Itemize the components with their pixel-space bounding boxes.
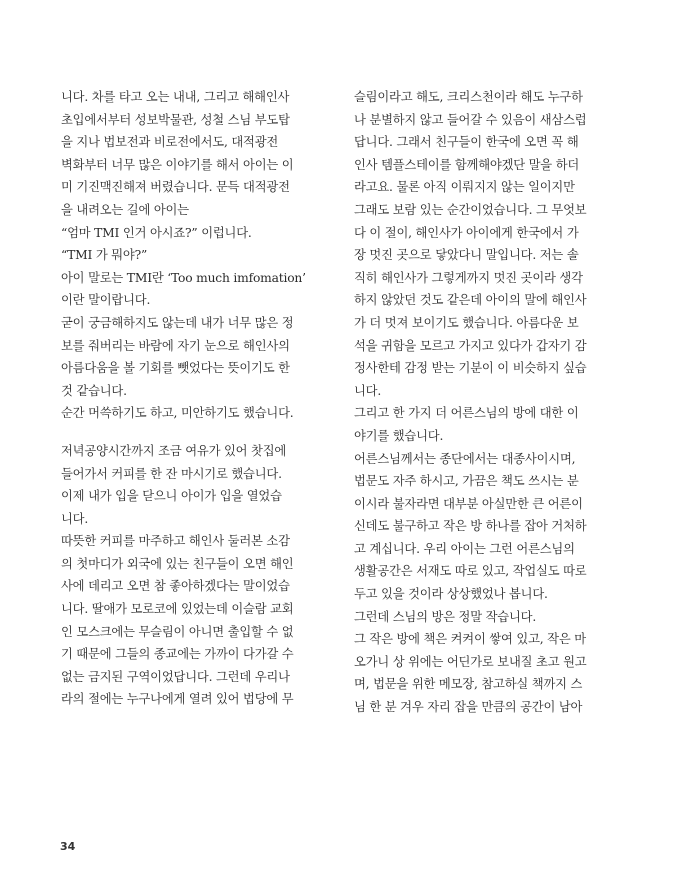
text-line: 슬림이라고 해도, 크리스천이라 해도 누구하 — [354, 90, 583, 104]
text-line: 저녁공양시간까지 조금 여유가 있어 찻집에 — [61, 443, 287, 458]
text-line: 니다. 딸애가 모로코에 있었는데 이슬람 교회 — [61, 602, 294, 617]
text-line: “엄마 TMI 인거 아시죠?” 이럽니다. — [61, 225, 252, 240]
text-line: 기 때문에 그들의 종교에는 가까이 다가갈 수 — [61, 647, 294, 662]
text-line: 들어가서 커피를 한 잔 마시기로 했습니다. — [61, 466, 282, 481]
text-line: 장 멋진 곳으로 닿았다니 말입니다. 저는 솔 — [354, 248, 579, 263]
text-line: 석을 귀함을 모르고 가지고 있다가 갑자기 감 — [354, 338, 587, 353]
text-line: “TMI 가 뭐야?” — [61, 248, 148, 263]
text-line: 니다. — [354, 383, 382, 398]
text-line: 법문도 자주 하시고, 가끔은 책도 쓰시는 분 — [354, 474, 579, 489]
text-line: 벽화부터 너무 많은 이야기를 해서 아이는 이 — [61, 157, 294, 172]
paragraph-gap — [61, 425, 323, 440]
text-line: 이시라 불자라면 대부분 아실만한 큰 어른이 — [354, 496, 583, 511]
text-line: 그래도 보람 있는 순간이었습니다. 그 무엇보 — [354, 202, 587, 217]
text-line: 의 첫마디가 외국에 있는 친구들이 오면 해인 — [61, 556, 294, 571]
text-line: 어른스님께서는 종단에서는 대종사이시며, — [354, 451, 576, 466]
right-column — [354, 86, 616, 719]
text-line: 사에 데리고 오면 참 좋아하겠다는 말이었습 — [61, 579, 290, 594]
text-line: 님 한 분 겨우 자리 잡을 만큼의 공간이 남아 — [354, 700, 583, 715]
text-line: 하지 않았던 것도 같은데 아이의 말에 해인사 — [354, 293, 587, 308]
text-line: 가 더 멋져 보이기도 했습니다. 아름다운 보 — [354, 315, 579, 330]
text-line: 인 모스크에는 무슬림이 아니면 출입할 수 없 — [61, 624, 294, 639]
text-line: 야기를 했습니다. — [354, 428, 444, 443]
text-line: 순간 머쓱하기도 하고, 미안하기도 했습니다. — [61, 406, 294, 421]
text-line: 이제 내가 입을 닫으니 아이가 입을 열었습 — [61, 489, 282, 504]
text-line: 것 같습니다. — [61, 383, 127, 398]
text-line: 그 작은 방에 책은 켜켜이 쌓여 있고, 작은 마 — [354, 632, 586, 647]
text-line: 미 기진맥진해져 버렸습니다. 문득 대적광전 — [61, 180, 290, 195]
text-line: 아이 말로는 TMI란 ‘Too much imfomation’ — [61, 270, 306, 285]
text-line: 초입에서부터 성보박물관, 성철 스님 부도탑 — [61, 112, 290, 127]
text-line: 답니다. 그래서 친구들이 한국에 오면 꼭 해 — [354, 135, 579, 150]
text-line: 을 내려오는 길에 아이는 — [61, 202, 189, 217]
text-line: 굳이 궁금해하지도 않는데 내가 너무 많은 정 — [61, 315, 294, 330]
text-line: 을 지나 법보전과 비로전에서도, 대적광전 — [61, 135, 279, 150]
text-line: 나 분별하지 않고 들어갈 수 있음이 새삼스럽 — [354, 112, 587, 127]
text-line: 신데도 불구하고 작은 방 하나를 잡아 거처하 — [354, 519, 587, 534]
text-line: 그리고 한 가지 더 어른스님의 방에 대한 이 — [354, 406, 579, 421]
text-line: 따뜻한 커피를 마주하고 해인사 둘러본 소감 — [61, 534, 290, 549]
text-line: 직히 해인사가 그렇게까지 멋진 곳이라 생각 — [354, 270, 583, 285]
text-line: 인사 템플스테이를 함께해야겠단 말을 하더 — [354, 157, 580, 172]
text-line: 생활공간은 서재도 따로 있고, 작업실도 따로 — [354, 564, 587, 579]
text-line: 니다. 차를 타고 오는 내내, 그리고 해해인사 — [61, 90, 290, 104]
text-line: 며, 법문을 위한 메모장, 참고하실 책까지 스 — [354, 677, 583, 692]
text-line: 그런데 스님의 방은 정말 작습니다. — [354, 609, 537, 624]
text-line: 없는 금지된 구역이었답니다. 그런데 우리나 — [61, 669, 290, 684]
text-line: 두고 있을 것이라 상상했었나 봅니다. — [354, 587, 548, 602]
text-line: 니다. — [61, 511, 89, 526]
text-line: 오가니 상 위에는 어딘가로 보내질 초고 원고 — [354, 654, 587, 669]
page-number: 34 — [60, 840, 76, 853]
text-line: 아름다움을 볼 기회를 뺏었다는 뜻이기도 한 — [61, 361, 290, 376]
text-line: 라고요. 물론 아직 이뤄지지 않는 일이지만 — [354, 180, 575, 195]
text-line: 보를 줘버리는 바람에 자기 눈으로 해인사의 — [61, 338, 290, 353]
text-line: 이란 말이랍니다. — [61, 293, 151, 308]
left-column — [61, 86, 323, 711]
text-line: 라의 절에는 누구나에게 열려 있어 법당에 무 — [61, 692, 294, 707]
text-line: 정사한테 감정 받는 기분이 이 비슷하지 싶습 — [354, 361, 587, 376]
text-line: 고 계십니다. 우리 아이는 그런 어른스님의 — [354, 541, 575, 556]
text-line: 다 이 절이, 해인사가 아이에게 한국에서 가 — [354, 225, 579, 240]
